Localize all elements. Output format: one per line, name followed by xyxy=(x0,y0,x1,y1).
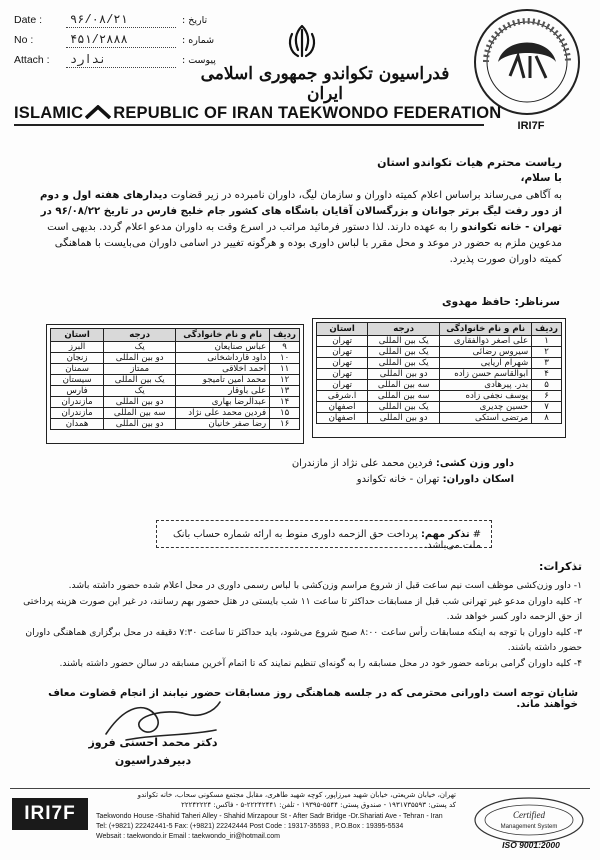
table-row xyxy=(317,402,562,413)
hash-icon: # xyxy=(472,529,481,540)
iso-certification-icon xyxy=(470,794,588,846)
final-note: شایان توجه است داورانی محترمی که در جلسه هماهنگی روز مسابقات حضور نیابند از انجام قضاوت معاف خواهند ماند. xyxy=(48,688,578,710)
footer-address-en xyxy=(96,812,466,842)
cell-grade: یک بین المللی xyxy=(368,336,440,347)
cell-name: شهرام اریایی xyxy=(440,358,532,369)
signer-title: دبیرفدراسیون xyxy=(114,754,192,767)
col-name: نام و نام خانوادگی xyxy=(440,323,532,336)
cell-province: تهران xyxy=(317,358,368,369)
cell-grade: یک xyxy=(104,342,176,353)
body-rest: را به عهده دارند. لذا دستور فرمائید مراتب در اسرع وقت به داوران مدعو اعلام گردد. بدیهی است مدعوین ملزم به حضور در موعد و محل مقرر با لباس داوری بوده و هرگونه تغییر در اسامی داوران می‌بایست با هماهنگی کمیته داوران صورت پذیرد. xyxy=(47,222,562,265)
cell-province: سیستان xyxy=(51,375,104,386)
cell-name: احمد اخلاقی xyxy=(176,364,270,375)
table-header-row xyxy=(51,329,300,342)
col-grade: درجه xyxy=(104,329,176,342)
weighin-referee xyxy=(292,458,514,469)
cell-name: داود قارداشخانی xyxy=(176,353,270,364)
iso-mid-text: Management System xyxy=(500,824,558,830)
header-divider xyxy=(14,124,484,126)
supervisor-label: سرناظر: xyxy=(514,296,560,308)
table-row xyxy=(317,347,562,358)
cell-name: رضا صفر خانیان xyxy=(176,419,270,430)
cell-grade: یک بین المللی xyxy=(368,402,440,413)
cell-province: فارس xyxy=(51,386,104,397)
notes-title: تذکرات: xyxy=(539,560,582,573)
chevron-up-icon xyxy=(85,105,111,119)
cell-row: ۱ xyxy=(532,336,562,347)
cell-row: ۱۳ xyxy=(270,386,300,397)
table-row xyxy=(51,386,300,397)
cell-row: ۹ xyxy=(270,342,300,353)
table-row xyxy=(317,380,562,391)
cell-grade: سه بین المللی xyxy=(368,380,440,391)
important-text: پرداخت حق الزحمه داوری منوط به ارائه شماره حساب بانک ملت می‌باشد. xyxy=(173,529,481,551)
table-row xyxy=(317,358,562,369)
federation-name-en xyxy=(14,104,502,123)
cell-province: سمنان xyxy=(51,364,104,375)
iran-emblem-icon xyxy=(284,22,320,62)
cell-row: ۱۱ xyxy=(270,364,300,375)
number-value: ۴۵۱/۲۸۸۸ xyxy=(66,32,176,48)
weighin-value: فردین محمد علی نژاد از مازندران xyxy=(291,458,433,469)
cell-name: مرتضی استکی xyxy=(440,413,532,424)
table-row xyxy=(317,336,562,347)
table-header-row xyxy=(317,323,562,336)
cell-name: عباس صنایعان xyxy=(176,342,270,353)
cell-name: فردین محمد علی نژاد xyxy=(176,408,270,419)
addressee: ریاست محترم هیات تکواندو استان xyxy=(377,156,562,169)
cell-name: ابوالقاسم حسن زاده xyxy=(440,369,532,380)
cell-province: آ.شرقی xyxy=(317,391,368,402)
iso-caption: ISO 9001:2000 xyxy=(502,840,560,850)
note-item: ۳- کلیه داوران با توجه به اینکه مسابقات رأس ساعت ۸:۰۰ صبح شروع می‌شود، باید حداکثر تا ساعت ۷:۳۰ دقیقه در محل برگزاری هماهنگی داوران حضور داشته باشند. xyxy=(25,627,582,653)
cell-grade: دو بین المللی xyxy=(104,419,176,430)
cell-province: زنجان xyxy=(51,353,104,364)
attach-label-en: Attach : xyxy=(14,54,50,66)
cell-grade: دو بین المللی xyxy=(104,353,176,364)
number-label-fa: شماره : xyxy=(182,34,215,46)
cell-grade: ممتاز xyxy=(104,364,176,375)
lodging-value: تهران - خانه تکواندو xyxy=(356,474,440,485)
important-note-box xyxy=(156,520,492,551)
cell-province: تهران xyxy=(317,347,368,358)
letter-body xyxy=(32,188,562,268)
signer-name: دکتر محمد احسنی فروز xyxy=(88,736,218,749)
cell-name: سیروس رضائی xyxy=(440,347,532,358)
footer-en-line: Tel: (+9821) 22242441-5 Fax: (+9821) 22242444 Post Code : 19317-35593 , P.O.Box : 19395-5534 xyxy=(96,823,404,830)
cell-grade: دو بین المللی xyxy=(368,413,440,424)
body-bold: دیدارهای هفته اول و دوم از دور رفت لیگ برتر جوانان و بزرگسالان آقایان باشگاه های کشور جام خلیج فارس در تاریخ ۹۶/۰۸/۲۲ در تهران - خانه تکواندو xyxy=(40,190,562,233)
cell-name: حسین چدیری xyxy=(440,402,532,413)
footer-en-line: Taekwondo House -Shahid Taheri Alley - Shahid Mirzapour St - After Sadr Bridge -Dr.Shariati Ave - Tehran - Iran xyxy=(96,813,443,820)
table-row xyxy=(51,375,300,386)
federation-name-fa: فدراسیون تکواندو جمهوری اسلامی ایران xyxy=(200,64,450,104)
cell-grade: یک بین المللی xyxy=(104,375,176,386)
referee-lodging xyxy=(357,474,514,485)
cell-grade: یک بین المللی xyxy=(368,347,440,358)
footer-fa-line: کد پستی: ۱۹۳۱۷۳۵۵۹۳ - صندوق پستی: ۵۵۴۴-۱۹۳۹۵ - تلفن: ۲۲۲۴۲۴۴۱-۵ - فاکس: ۲۲۲۴۲۲۲۴ xyxy=(181,801,456,809)
footer-fa-line: تهران، خیابان شریعتی، خیابان شهید میرزاپور، کوچه شهید طاهری، مقابل مجتمع مسکونی سحاب، خانه تکواندو xyxy=(137,791,456,799)
table-row xyxy=(51,408,300,419)
iso-top-text: Certified xyxy=(513,810,545,820)
cell-province: اصفهان xyxy=(317,413,368,424)
federation-logo: IRI7F xyxy=(12,798,88,830)
cell-row: ۸ xyxy=(532,413,562,424)
letter-meta xyxy=(14,10,264,70)
meta-number-row xyxy=(14,30,264,50)
seal-caption: IRI7F xyxy=(517,120,545,132)
federation-name-en-left: ISLAMIC xyxy=(14,104,84,122)
lodging-label: اسکان داوران: xyxy=(442,474,514,485)
greeting: با سلام، xyxy=(520,172,562,184)
date-label-fa: تاریخ : xyxy=(182,14,208,26)
referee-table-right xyxy=(316,322,562,424)
cell-province: همدان xyxy=(51,419,104,430)
cell-name: علی اصغر ذوالفقاری xyxy=(440,336,532,347)
col-province: استان xyxy=(51,329,104,342)
table-row xyxy=(317,369,562,380)
col-grade: درجه xyxy=(368,323,440,336)
col-row: ردیف xyxy=(270,329,300,342)
cell-grade: یک xyxy=(104,386,176,397)
note-item: ۲- کلیه داوران مدعو غیر تهرانی شب قبل از مسابقات حداکثر تا ساعت ۱۱ شب بایستی در هتل حضور بهم رسانند، در غیر این صورت هزینه پرداختی از حق الزحمه داور کسر خواهد شد. xyxy=(23,596,582,622)
attach-value: ندارد xyxy=(66,52,176,68)
cell-province: تهران xyxy=(317,380,368,391)
col-row: ردیف xyxy=(532,323,562,336)
cell-row: ۱۴ xyxy=(270,397,300,408)
cell-province: البرز xyxy=(51,342,104,353)
table-row xyxy=(51,353,300,364)
cell-grade: دو بین المللی xyxy=(104,397,176,408)
cell-row: ۱۲ xyxy=(270,375,300,386)
cell-row: ۷ xyxy=(532,402,562,413)
important-label: تذکر مهم: xyxy=(420,529,470,540)
meta-date-row xyxy=(14,10,264,30)
table-row xyxy=(51,364,300,375)
cell-row: ۲ xyxy=(532,347,562,358)
col-name: نام و نام خانوادگی xyxy=(176,329,270,342)
number-label-en: No : xyxy=(14,34,34,46)
cell-name: بدر. پیرهادی xyxy=(440,380,532,391)
table-row xyxy=(51,397,300,408)
cell-province: تهران xyxy=(317,336,368,347)
cell-name: علی باوقار xyxy=(176,386,270,397)
supervisor xyxy=(442,296,560,308)
table-row xyxy=(51,342,300,353)
note-item: ۴- کلیه داوران گرامی برنامه حضور خود در محل مسابقه را به گونه‌ای تنظیم نمایند که تا اتمام آخرین مسابقه در سالن حضور داشته باشند. xyxy=(59,658,582,669)
cell-province: مازندران xyxy=(51,408,104,419)
cell-row: ۶ xyxy=(532,391,562,402)
cell-name: عبدالرضا بهاری xyxy=(176,397,270,408)
cell-grade: دو بین المللی xyxy=(368,369,440,380)
cell-name: محمد امین تامیجو xyxy=(176,375,270,386)
cell-grade: سه بین المللی xyxy=(368,391,440,402)
note-item: ۱- داور وزن‌کشی موظف است نیم ساعت قبل از شروع مراسم وزن‌کشی با لباس رسمی داوری در محل اعلام شده حضور داشته باشد. xyxy=(68,580,582,591)
col-province: استان xyxy=(317,323,368,336)
table-row xyxy=(317,413,562,424)
cell-row: ۵ xyxy=(532,380,562,391)
footer-divider xyxy=(10,788,590,789)
date-value: ۹۶/۰۸/۲۱ xyxy=(66,12,176,28)
cell-row: ۱۰ xyxy=(270,353,300,364)
table-row xyxy=(51,419,300,430)
weighin-label: داور وزن کشی: xyxy=(435,458,514,469)
referee-table-left xyxy=(50,328,300,430)
date-label-en: Date : xyxy=(14,14,43,26)
cell-row: ۴ xyxy=(532,369,562,380)
cell-grade: سه بین المللی xyxy=(104,408,176,419)
footer-en-line: Websait : taekwondo.ir Email : taekwondo_iri@hotmail.com xyxy=(96,833,280,840)
federation-name-en-right: REPUBLIC OF IRAN TAEKWONDO FEDERATION xyxy=(113,104,502,122)
supervisor-name: حافظ مهدوی xyxy=(442,296,511,308)
cell-province: مازندران xyxy=(51,397,104,408)
footer-address-fa xyxy=(96,790,456,810)
attach-label-fa: پیوست : xyxy=(182,54,216,66)
cell-row: ۱۶ xyxy=(270,419,300,430)
cell-grade: یک بین المللی xyxy=(368,358,440,369)
cell-province: تهران xyxy=(317,369,368,380)
body-intro: به آگاهی می‌رساند براساس اعلام کمیته داوران و سازمان لیگ، داوران نامبرده در زیر قضاوت xyxy=(170,190,562,201)
table-row xyxy=(317,391,562,402)
cell-row: ۳ xyxy=(532,358,562,369)
cell-province: اصفهان xyxy=(317,402,368,413)
cell-name: یوسف نجفی زاده xyxy=(440,391,532,402)
notes-list xyxy=(22,578,582,672)
cell-row: ۱۵ xyxy=(270,408,300,419)
